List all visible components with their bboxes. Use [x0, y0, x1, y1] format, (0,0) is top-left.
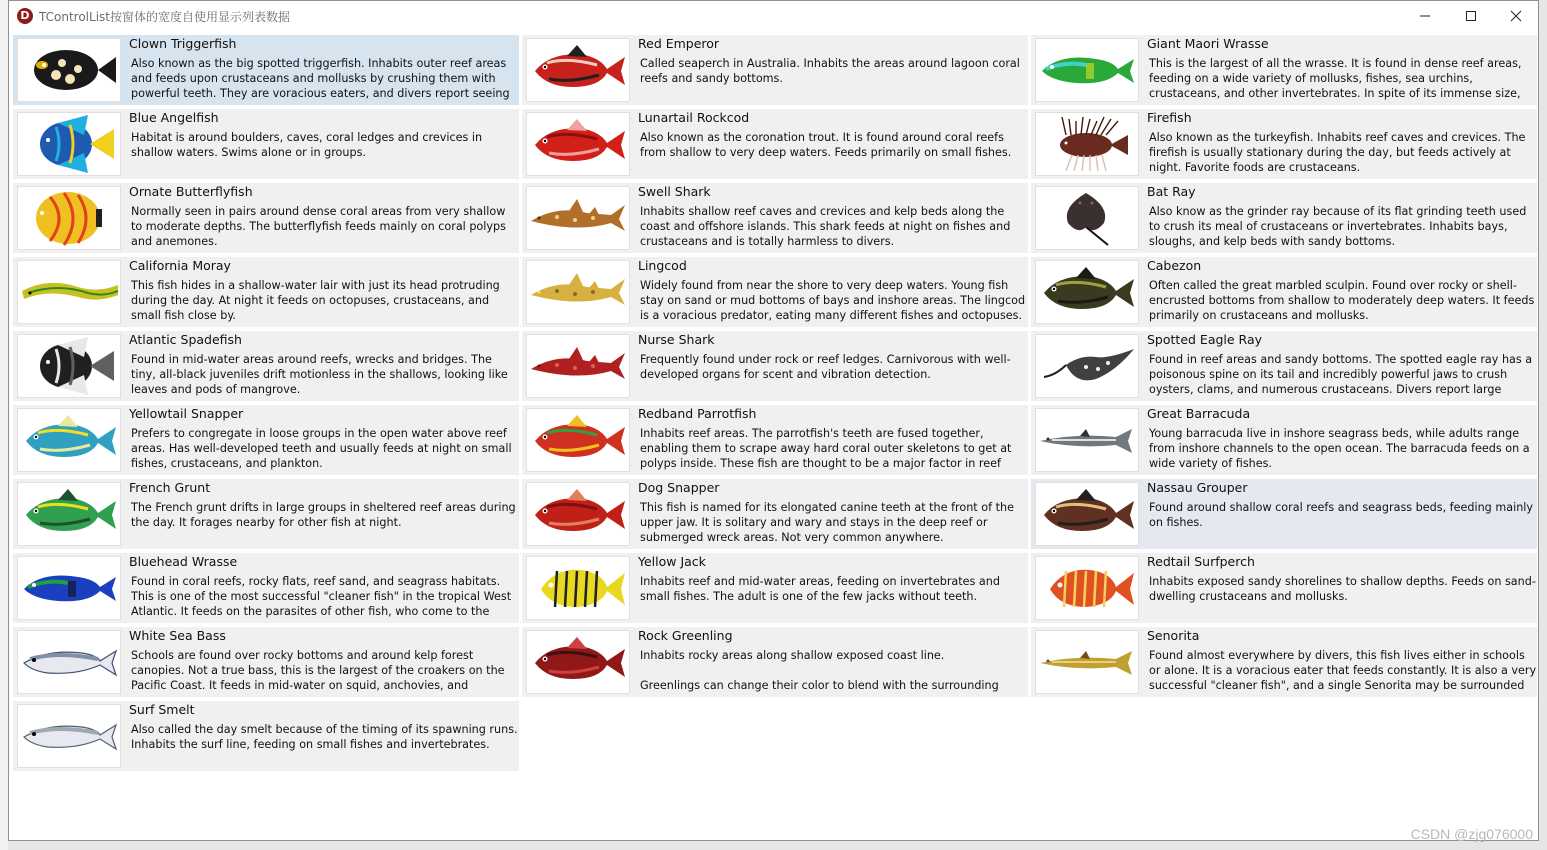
fish-name: Nassau Grouper — [1147, 480, 1248, 495]
firefish-icon — [1035, 112, 1139, 176]
clown-triggerfish-icon — [17, 38, 121, 102]
fish-description: This fish is named for its elongated canine teeth at the front of the upper jaw. It is solitary and wary and stays in the deep reef or submerged wreck areas. Not very common anywhere. — [640, 501, 1014, 544]
bluehead-wrasse-icon — [17, 556, 121, 620]
list-item[interactable] — [13, 35, 519, 105]
senorita-icon — [1035, 630, 1139, 694]
list-item[interactable] — [522, 553, 1028, 623]
fish-description: Also know as the grinder ray because of its flat grinding teeth used to crush its meal of crustaceans or invertebrates. Inhabits bays, sloughs, and kelp beds with sandy bottoms. — [1149, 205, 1527, 248]
fish-description: Habitat is around boulders, caves, coral ledges and crevices in shallow waters. Swims alone or in groups. — [131, 131, 483, 159]
minimize-icon — [1419, 10, 1431, 22]
control-list[interactable] — [13, 35, 1538, 835]
list-item[interactable] — [13, 405, 519, 475]
fish-description: Found in mid-water areas around reefs, wrecks and bridges. The tiny, all-black juveniles drift motionless in the shallows, looking like leaves and pods of mangrove. — [131, 353, 508, 396]
fish-name: Redtail Surfperch — [1147, 554, 1255, 569]
fish-name: French Grunt — [129, 480, 211, 495]
list-item[interactable] — [13, 183, 519, 253]
fish-description: This fish hides in a shallow-water lair with just its head protruding during the day. At night it feeds on octopuses, crustaceans, and small fish close by. — [131, 279, 500, 322]
list-item[interactable] — [1031, 331, 1537, 401]
fish-description: Frequently found under rock or reef ledges. Carnivorous with well-developed organs for scent and vibration detection. — [640, 353, 1011, 381]
list-item[interactable] — [522, 479, 1028, 549]
app-window — [8, 0, 1539, 841]
fish-name: Firefish — [1147, 110, 1192, 125]
redband-parrotfish-icon — [526, 408, 630, 472]
bat-ray-icon — [1035, 186, 1139, 250]
list-item[interactable] — [522, 183, 1028, 253]
fish-description: Found around shallow coral reefs and seagrass beds, feeding mainly on fishes. — [1149, 501, 1534, 529]
fish-name: Red Emperor — [638, 36, 720, 51]
list-item[interactable] — [522, 331, 1028, 401]
nurse-shark-icon — [526, 334, 630, 398]
list-item[interactable] — [522, 109, 1028, 179]
fish-name: Dog Snapper — [638, 480, 720, 495]
fish-name: Clown Triggerfish — [129, 36, 237, 51]
fish-description: Also called the day smelt because of the timing of its spawning runs. Inhabits the surf line, feeding on small fishes and invertebrates. — [131, 723, 518, 751]
list-item[interactable] — [522, 257, 1028, 327]
list-item[interactable] — [1031, 257, 1537, 327]
fish-name: White Sea Bass — [129, 628, 226, 643]
dog-snapper-icon — [526, 482, 630, 546]
list-item[interactable] — [1031, 405, 1537, 475]
fish-name: Rock Greenling — [638, 628, 733, 643]
redtail-surfperch-icon — [1035, 556, 1139, 620]
great-barracuda-icon — [1035, 408, 1139, 472]
list-item[interactable] — [1031, 35, 1537, 105]
fish-name: Spotted Eagle Ray — [1147, 332, 1263, 347]
fish-name: Nurse Shark — [638, 332, 715, 347]
list-item[interactable] — [1031, 479, 1537, 549]
fish-name: Cabezon — [1147, 258, 1202, 273]
fish-description: Also known as the turkeyfish. Inhabits reef caves and crevices. The firefish is usually stationary during the day, but feeds actively at night. Favorite foods are crustaceans. — [1149, 131, 1526, 174]
california-moray-icon — [17, 260, 121, 324]
fish-name: Great Barracuda — [1147, 406, 1251, 421]
list-item[interactable] — [13, 331, 519, 401]
fish-description: Found in coral reefs, rocky flats, reef sand, and seagrass habitats. This is one of the most successful "cleaner fish" in the tropical West Atlantic. It feeds on the parasites of other fish, who come to the — [131, 575, 512, 618]
title-bar[interactable] — [9, 1, 1538, 31]
fish-name: Yellowtail Snapper — [129, 406, 244, 421]
fish-description: Found almost everywhere by divers, this fish lives either in schools or alone. It is a voracious eater that feeds constantly. It is also a very successful "cleaner fish", and a single Senorita may be surrounded — [1149, 649, 1537, 692]
lunartail-rockcod-icon — [526, 112, 630, 176]
list-item[interactable] — [1031, 183, 1537, 253]
fish-name: Bluehead Wrasse — [129, 554, 238, 569]
blue-angelfish-icon — [17, 112, 121, 176]
fish-description: Found in reef areas and sandy bottoms. The spotted eagle ray has a poisonous spine on its tail and incredibly powerful jaws to crush oysters, clams, and numerous crustaceans. Divers report large — [1149, 353, 1533, 396]
lingcod-icon — [526, 260, 630, 324]
fish-name: Ornate Butterflyfish — [129, 184, 253, 199]
fish-name: Swell Shark — [638, 184, 711, 199]
list-item[interactable] — [13, 627, 519, 697]
fish-description: Young barracuda live in inshore seagrass beds, while adults range from inshore channels to the open ocean. The barracuda feeds on a wide variety of fishes. — [1149, 427, 1530, 470]
app-icon: D — [17, 8, 33, 24]
fish-description: Also known as the coronation trout. It is found around coral reefs from shallow to very deep waters. Feeds primarily on small fishes. — [640, 131, 1012, 159]
fish-description: Also known as the big spotted triggerfish. Inhabits outer reef areas and feeds upon crustaceans and mollusks by crushing them with powerful teeth. They are voracious eaters, and divers report seeing — [131, 57, 510, 100]
ornate-butterflyfish-icon — [17, 186, 121, 250]
list-item[interactable] — [1031, 109, 1537, 179]
red-emperor-icon — [526, 38, 630, 102]
fish-description: Inhabits rocky areas along shallow exposed coast line. Greenlings can change their color to blend with the surrounding — [640, 649, 999, 692]
fish-description: This is the largest of all the wrasse. It is found in dense reef areas, feeding on a wide variety of mollusks, fishes, sea urchins, crustaceans, and other invertebrates. In spite of its immense size, — [1149, 57, 1522, 100]
desktop-left-edge — [0, 0, 8, 850]
fish-name: Lingcod — [638, 258, 687, 273]
rock-greenling-icon — [526, 630, 630, 694]
list-item[interactable] — [1031, 627, 1537, 697]
spotted-eagle-ray-icon — [1035, 334, 1139, 398]
white-sea-bass-icon — [17, 630, 121, 694]
fish-name: Redband Parrotfish — [638, 406, 757, 421]
fish-description: Often called the great marbled sculpin. Found over rocky or shell-encrusted bottoms from shallow to moderately deep waters. It feeds primarily on crustaceans and mollusks. — [1149, 279, 1535, 322]
fish-description: Inhabits reef areas. The parrotfish's teeth are fused together, enabling them to scrape away hard coral outer skeletons to get at polyps inside. These fish are thought to be a major factor in reef — [640, 427, 1012, 470]
fish-name: California Moray — [129, 258, 231, 273]
nassau-grouper-icon — [1035, 482, 1139, 546]
fish-name: Giant Maori Wrasse — [1147, 36, 1269, 51]
list-item[interactable] — [522, 35, 1028, 105]
fish-name: Yellow Jack — [638, 554, 706, 569]
surf-smelt-icon — [17, 704, 121, 768]
yellow-jack-icon — [526, 556, 630, 620]
fish-description: Inhabits exposed sandy shorelines to shallow depths. Feeds on sand-dwelling crustaceans and mollusks. — [1149, 575, 1536, 603]
close-icon — [1510, 10, 1522, 22]
list-item[interactable] — [13, 553, 519, 623]
yellowtail-snapper-icon — [17, 408, 121, 472]
french-grunt-icon — [17, 482, 121, 546]
fish-name: Surf Smelt — [129, 702, 195, 717]
window-title: TControlList按窗体的宽度自使用显示列表数据 — [39, 10, 290, 24]
fish-name: Senorita — [1147, 628, 1200, 643]
maximize-button[interactable] — [1448, 1, 1494, 31]
list-item[interactable] — [13, 479, 519, 549]
watermark: CSDN @zjg076000 — [1410, 826, 1533, 842]
list-item[interactable] — [522, 405, 1028, 475]
close-button[interactable] — [1493, 1, 1539, 31]
maximize-icon — [1465, 10, 1477, 22]
fish-description: Called seaperch in Australia. Inhabits the areas around lagoon coral reefs and sandy bottoms. — [640, 57, 1020, 85]
list-item[interactable] — [13, 701, 519, 771]
atlantic-spadefish-icon — [17, 334, 121, 398]
fish-name: Atlantic Spadefish — [129, 332, 242, 347]
list-item[interactable] — [13, 257, 519, 327]
fish-description: Prefers to congregate in loose groups in the open water above reef areas. Has well-developed teeth and usually feeds at night on small fishes, crustaceans, and plankton. — [131, 427, 512, 470]
fish-description: The French grunt drifts in large groups in sheltered reef areas during the day. It forages nearby for other fish at night. — [131, 501, 516, 529]
fish-name: Bat Ray — [1147, 184, 1196, 199]
list-item[interactable] — [1031, 553, 1537, 623]
fish-description: Inhabits shallow reef caves and crevices and kelp beds along the coast and offshore islands. This shark feeds at night on fishes and crustaceans and is totally harmless to divers. — [640, 205, 1011, 248]
minimize-button[interactable] — [1402, 1, 1448, 31]
cabezon-icon — [1035, 260, 1139, 324]
fish-description: Normally seen in pairs around dense coral areas from very shallow to moderate depths. The butterflyfish feeds mainly on coral polyps and anemones. — [131, 205, 506, 248]
fish-description: Inhabits reef and mid-water areas, feeding on invertebrates and small fishes. The adult is one of the few jacks without teeth. — [640, 575, 1000, 603]
list-item[interactable] — [522, 627, 1028, 697]
fish-name: Lunartail Rockcod — [638, 110, 750, 125]
swell-shark-icon — [526, 186, 630, 250]
fish-description: Schools are found over rocky bottoms and around kelp forest canopies. Not a true bass, this is the largest of the croakers on the Pacific Coast. It feeds in mid-water on squid, anchovies, and — [131, 649, 505, 692]
giant-maori-wrasse-icon — [1035, 38, 1139, 102]
fish-description: Widely found from near the shore to very deep waters. Young fish stay on sand or mud bottoms of bays and inshore areas. The lingcod is a voracious predator, eating many different fishes and octopuses. — [640, 279, 1026, 322]
list-item[interactable] — [13, 109, 519, 179]
fish-name: Blue Angelfish — [129, 110, 219, 125]
